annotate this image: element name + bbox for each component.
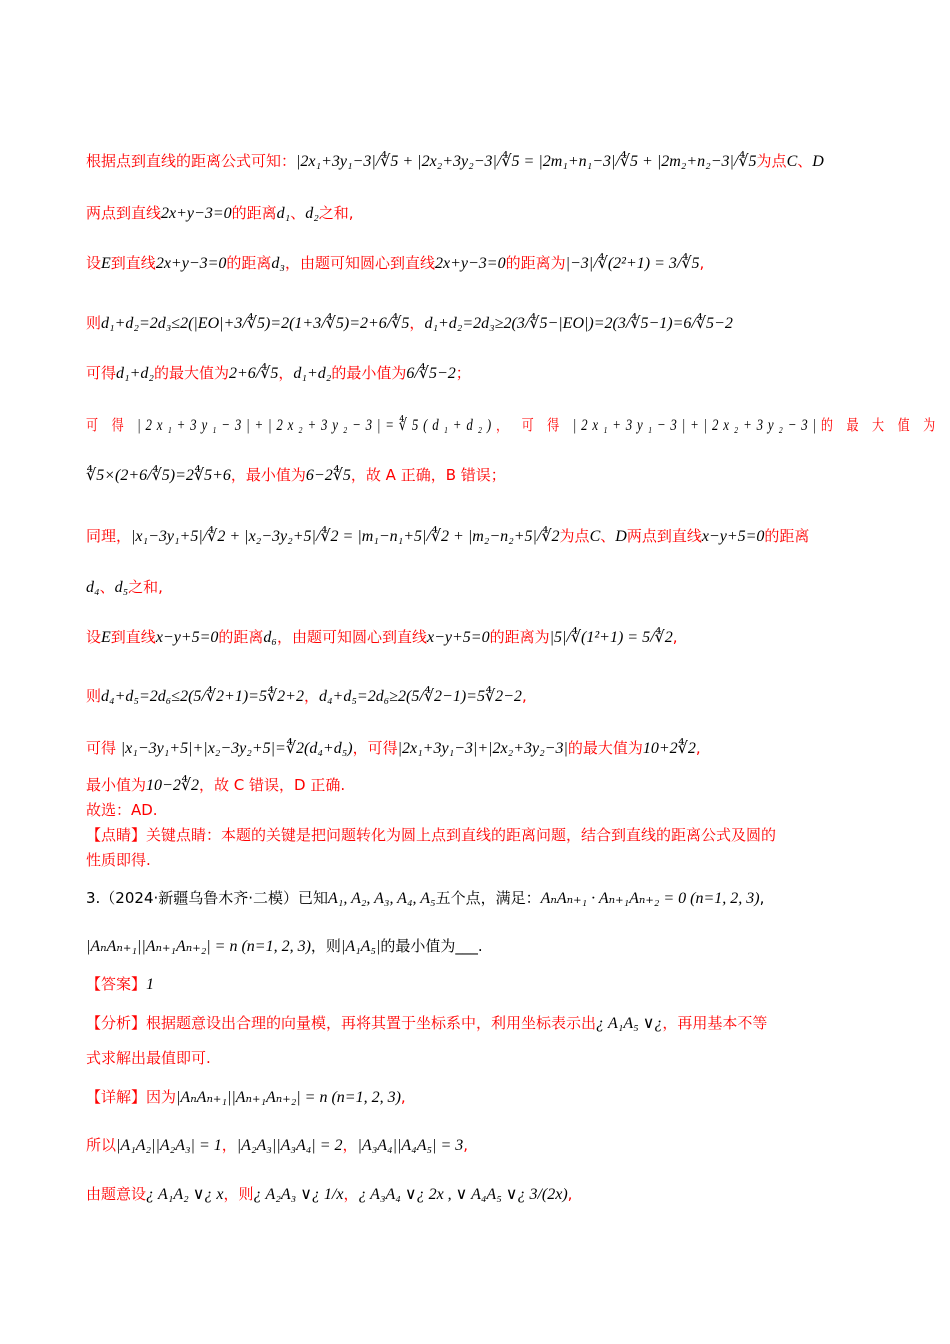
text-fragment: 到直线	[110, 628, 156, 646]
text-line	[86, 685, 866, 708]
text-line	[86, 150, 866, 173]
text-line	[86, 935, 866, 958]
math-expression: E	[101, 255, 111, 272]
text-line	[86, 849, 866, 871]
text-fragment: 的距离	[226, 254, 272, 272]
text-fragment: 同理，	[86, 527, 132, 545]
text-fragment: ，由题可知圆心到直线	[284, 254, 435, 272]
text-fragment: 为点	[559, 527, 590, 545]
text-fragment: ,	[695, 739, 701, 757]
math-expression: |−3|/∜(2²+1) = 3/∜5	[565, 255, 700, 272]
text-fragment: 则	[86, 687, 102, 705]
math-expression: d₄	[86, 579, 100, 596]
math-expression: 1	[146, 976, 155, 993]
text-fragment: 故选：AD.	[86, 801, 158, 819]
math-expression: A₁, A₂, A₃, A₄, A₅	[328, 890, 436, 907]
text-fragment: 【分析】根据题意设出合理的向量模，再将其置于坐标系中，利用坐标表示出	[86, 1014, 597, 1032]
text-fragment: 则	[86, 314, 102, 332]
text-fragment: 之和,	[128, 578, 163, 596]
text-fragment: 所以	[86, 1136, 117, 1154]
text-fragment: 两点到直线	[86, 204, 162, 222]
math-expression: 2+6/∜5	[228, 365, 279, 382]
text-line	[86, 362, 866, 385]
text-line	[86, 576, 866, 599]
text-fragment: 3.（2024·新疆乌鲁木齐·二模）已知	[86, 889, 329, 907]
text-fragment: ,	[400, 1088, 406, 1106]
text-fragment: ，	[409, 314, 425, 332]
text-fragment: .	[477, 937, 483, 955]
math-expression: |AₙAₙ₊₁||Aₙ₊₁Aₙ₊₂| = n (n=1, 2, 3)	[176, 1089, 401, 1106]
math-expression: C	[786, 153, 798, 170]
text-fragment: 五个点，满足：	[435, 889, 541, 907]
text-line	[86, 1012, 866, 1035]
math-expression: ¿ A₃A₄ ∨¿ 2x , ∨ A₄A₅ ∨¿ 3/(2x)	[358, 1186, 568, 1203]
math-expression: |AₙAₙ₊₁||Aₙ₊₁Aₙ₊₂| = n (n=1, 2, 3)	[86, 938, 311, 955]
text-fragment: ，故 A 正确，B 错误；	[350, 466, 506, 484]
text-line	[86, 414, 941, 437]
text-line	[86, 1086, 866, 1109]
math-expression: 6−2∜5	[305, 467, 351, 484]
text-line	[86, 202, 866, 225]
math-expression: |2x₁+3y₁−3|+|2x₂+3y₂−3|	[397, 740, 568, 757]
text-fragment: 、	[797, 152, 813, 170]
math-expression: |A₁A₅|	[340, 938, 381, 955]
text-fragment: ；	[455, 364, 471, 382]
math-expression: ∜5×(2+6/∜5)=2∜5+6	[86, 467, 231, 484]
text-fragment: 为点	[756, 152, 787, 170]
math-expression: d₁+d₂	[293, 365, 332, 382]
text-line	[86, 774, 866, 797]
text-line	[86, 312, 866, 335]
text-fragment: 的最小值为	[331, 364, 407, 382]
text-fragment: ,	[699, 254, 705, 272]
text-fragment: 可得	[86, 364, 117, 382]
math-expression: x−y+5=0	[701, 528, 765, 545]
text-fragment: ，可得	[352, 739, 398, 757]
math-expression: E	[101, 629, 111, 646]
text-fragment: 的距离	[764, 527, 810, 545]
text-fragment: ， 可 得	[496, 416, 573, 434]
text-fragment: 的距离为	[505, 254, 566, 272]
text-line	[86, 626, 866, 649]
math-expression: 2x+y−3=0	[155, 255, 227, 272]
math-expression: |2x₁+3y₁−3|+|2x₂+3y₂−3|=∜5(d₁+d₂)	[137, 417, 497, 434]
math-expression: d₄+d₅=2d₆≥2(5/∜2−1)=5∜2−2	[318, 688, 522, 705]
text-fragment: ,	[759, 889, 765, 907]
math-expression: |5|/∜(1²+1) = 5/∜2	[549, 629, 673, 646]
text-line	[86, 737, 866, 760]
text-fragment: 的距离	[231, 204, 277, 222]
answer-blank: ___	[455, 937, 478, 955]
text-fragment: ，	[278, 364, 294, 382]
math-expression: d₆	[263, 629, 277, 646]
text-fragment: 可 得	[86, 416, 138, 434]
text-line	[86, 1047, 866, 1069]
math-expression: 6/∜5−2	[406, 365, 456, 382]
text-fragment: 、	[99, 578, 115, 596]
text-fragment: 到直线	[110, 254, 156, 272]
math-expression: d₅	[114, 579, 129, 596]
text-fragment: ，故 C 错误，D 正确.	[199, 776, 346, 794]
math-expression: |A₁A₂||A₂A₃| = 1	[116, 1137, 222, 1154]
text-fragment: 的最大值为	[153, 364, 229, 382]
text-fragment: ，则	[310, 937, 341, 955]
text-line	[86, 1183, 866, 1206]
text-fragment: ，	[303, 687, 319, 705]
text-fragment: ，	[342, 1136, 358, 1154]
text-fragment: 的最大值为	[567, 739, 643, 757]
math-expression: x−y+5=0	[155, 629, 219, 646]
text-fragment: 式求解出最值即可.	[86, 1049, 211, 1067]
text-fragment: 的 最 大 值 为	[820, 416, 941, 434]
text-fragment: 最小值为	[86, 776, 147, 794]
text-fragment: ,	[463, 1136, 469, 1154]
math-expression: d₄+d₅=2d₆≤2(5/∜2+1)=5∜2+2	[101, 688, 304, 705]
text-fragment: 由题意设	[86, 1185, 147, 1203]
text-fragment: ，最小值为	[230, 466, 306, 484]
text-fragment: 设	[86, 628, 102, 646]
text-fragment: 【点睛】关键点睛：本题的关键是把问题转化为圆上点到直线的距离问题，结合到直线的距离公式及圆的	[86, 826, 777, 844]
math-expression: |x₁−3y₁+5|+|x₂−3y₂+5|=∜2(d₄+d₅)	[120, 740, 353, 757]
text-fragment: 、	[600, 527, 616, 545]
text-fragment: ，由题可知圆心到直线	[276, 628, 427, 646]
text-fragment: 的距离为	[489, 628, 550, 646]
math-expression: 10−2∜2	[146, 777, 200, 794]
text-fragment: ，	[343, 1185, 359, 1203]
text-line	[86, 973, 866, 996]
text-fragment: ，则	[223, 1185, 254, 1203]
math-expression: D	[615, 528, 627, 545]
text-line	[86, 525, 866, 548]
text-line	[86, 799, 866, 821]
math-expression: 2x+y−3=0	[435, 255, 506, 272]
math-expression: d₃	[271, 255, 285, 272]
math-expression: d₁+d₂=2d₃≥2(3/∜5−|EO|)=2(3/∜5−1)=6/∜5−2	[424, 315, 733, 332]
text-line	[86, 1134, 866, 1157]
text-line	[86, 887, 866, 910]
text-line	[86, 464, 866, 487]
math-expression: 2x+y−3=0	[161, 205, 232, 222]
text-fragment: 的距离	[218, 628, 264, 646]
text-fragment: 之和,	[318, 204, 354, 222]
math-expression: d₂	[305, 205, 319, 222]
text-fragment: 根据点到直线的距离公式可知：	[86, 152, 297, 170]
text-fragment: 的最小值为	[380, 937, 456, 955]
math-expression: |A₃A₄||A₄A₅| = 3	[357, 1137, 464, 1154]
text-fragment: ，再用基本不等	[662, 1014, 768, 1032]
math-expression: d₁	[276, 205, 291, 222]
math-expression: ¿ A₁A₂ ∨¿ x	[146, 1186, 224, 1203]
math-expression: |A₂A₃||A₃A₄| = 2	[236, 1137, 343, 1154]
text-fragment: ,	[567, 1185, 573, 1203]
text-fragment: 性质即得.	[86, 851, 151, 869]
math-expression: |2x₁+3y₁−3|/∜5 + |2x₂+3y₂−3|/∜5 = |2m₁+n₁−3|/∜5 + |2m₂+n₂−3|/∜5	[296, 153, 757, 170]
text-line	[86, 252, 866, 275]
math-expression: |x₁−3y₁+5|/∜2 + |x₂−3y₂+5|/∜2 = |m₁−n₁+5|/∜2 + |m₂−n₂+5|/∜2	[131, 528, 560, 545]
text-fragment: ,	[672, 628, 678, 646]
text-fragment: 可得	[86, 739, 121, 757]
math-expression: ¿ A₁A₅ ∨¿	[596, 1015, 663, 1032]
math-expression: D	[812, 153, 824, 170]
math-expression: ¿ A₂A₃ ∨¿ 1/x	[253, 1186, 344, 1203]
math-expression: d₁+d₂=2d₃≤2(|EO|+3/∜5)=2(1+3/∜5)=2+6/∜5	[101, 315, 410, 332]
math-expression: |2x₁+3y₁−3|+|2x₂+3y₂−3|	[572, 417, 821, 434]
text-fragment: 两点到直线	[626, 527, 702, 545]
text-line	[86, 824, 866, 846]
math-expression: d₁+d₂	[116, 365, 154, 382]
math-expression: x−y+5=0	[427, 629, 490, 646]
text-fragment: 【答案】	[86, 975, 147, 993]
math-expression: 10+2∜2	[642, 740, 696, 757]
math-expression: C	[589, 528, 601, 545]
text-fragment: ,	[521, 687, 527, 705]
text-fragment: 【详解】因为	[86, 1088, 177, 1106]
text-fragment: 设	[86, 254, 102, 272]
math-expression: AₙAₙ₊₁ · Aₙ₊₁Aₙ₊₂ = 0 (n=1, 2, 3)	[540, 890, 760, 907]
text-fragment: ，	[221, 1136, 237, 1154]
text-fragment: 、	[290, 204, 306, 222]
